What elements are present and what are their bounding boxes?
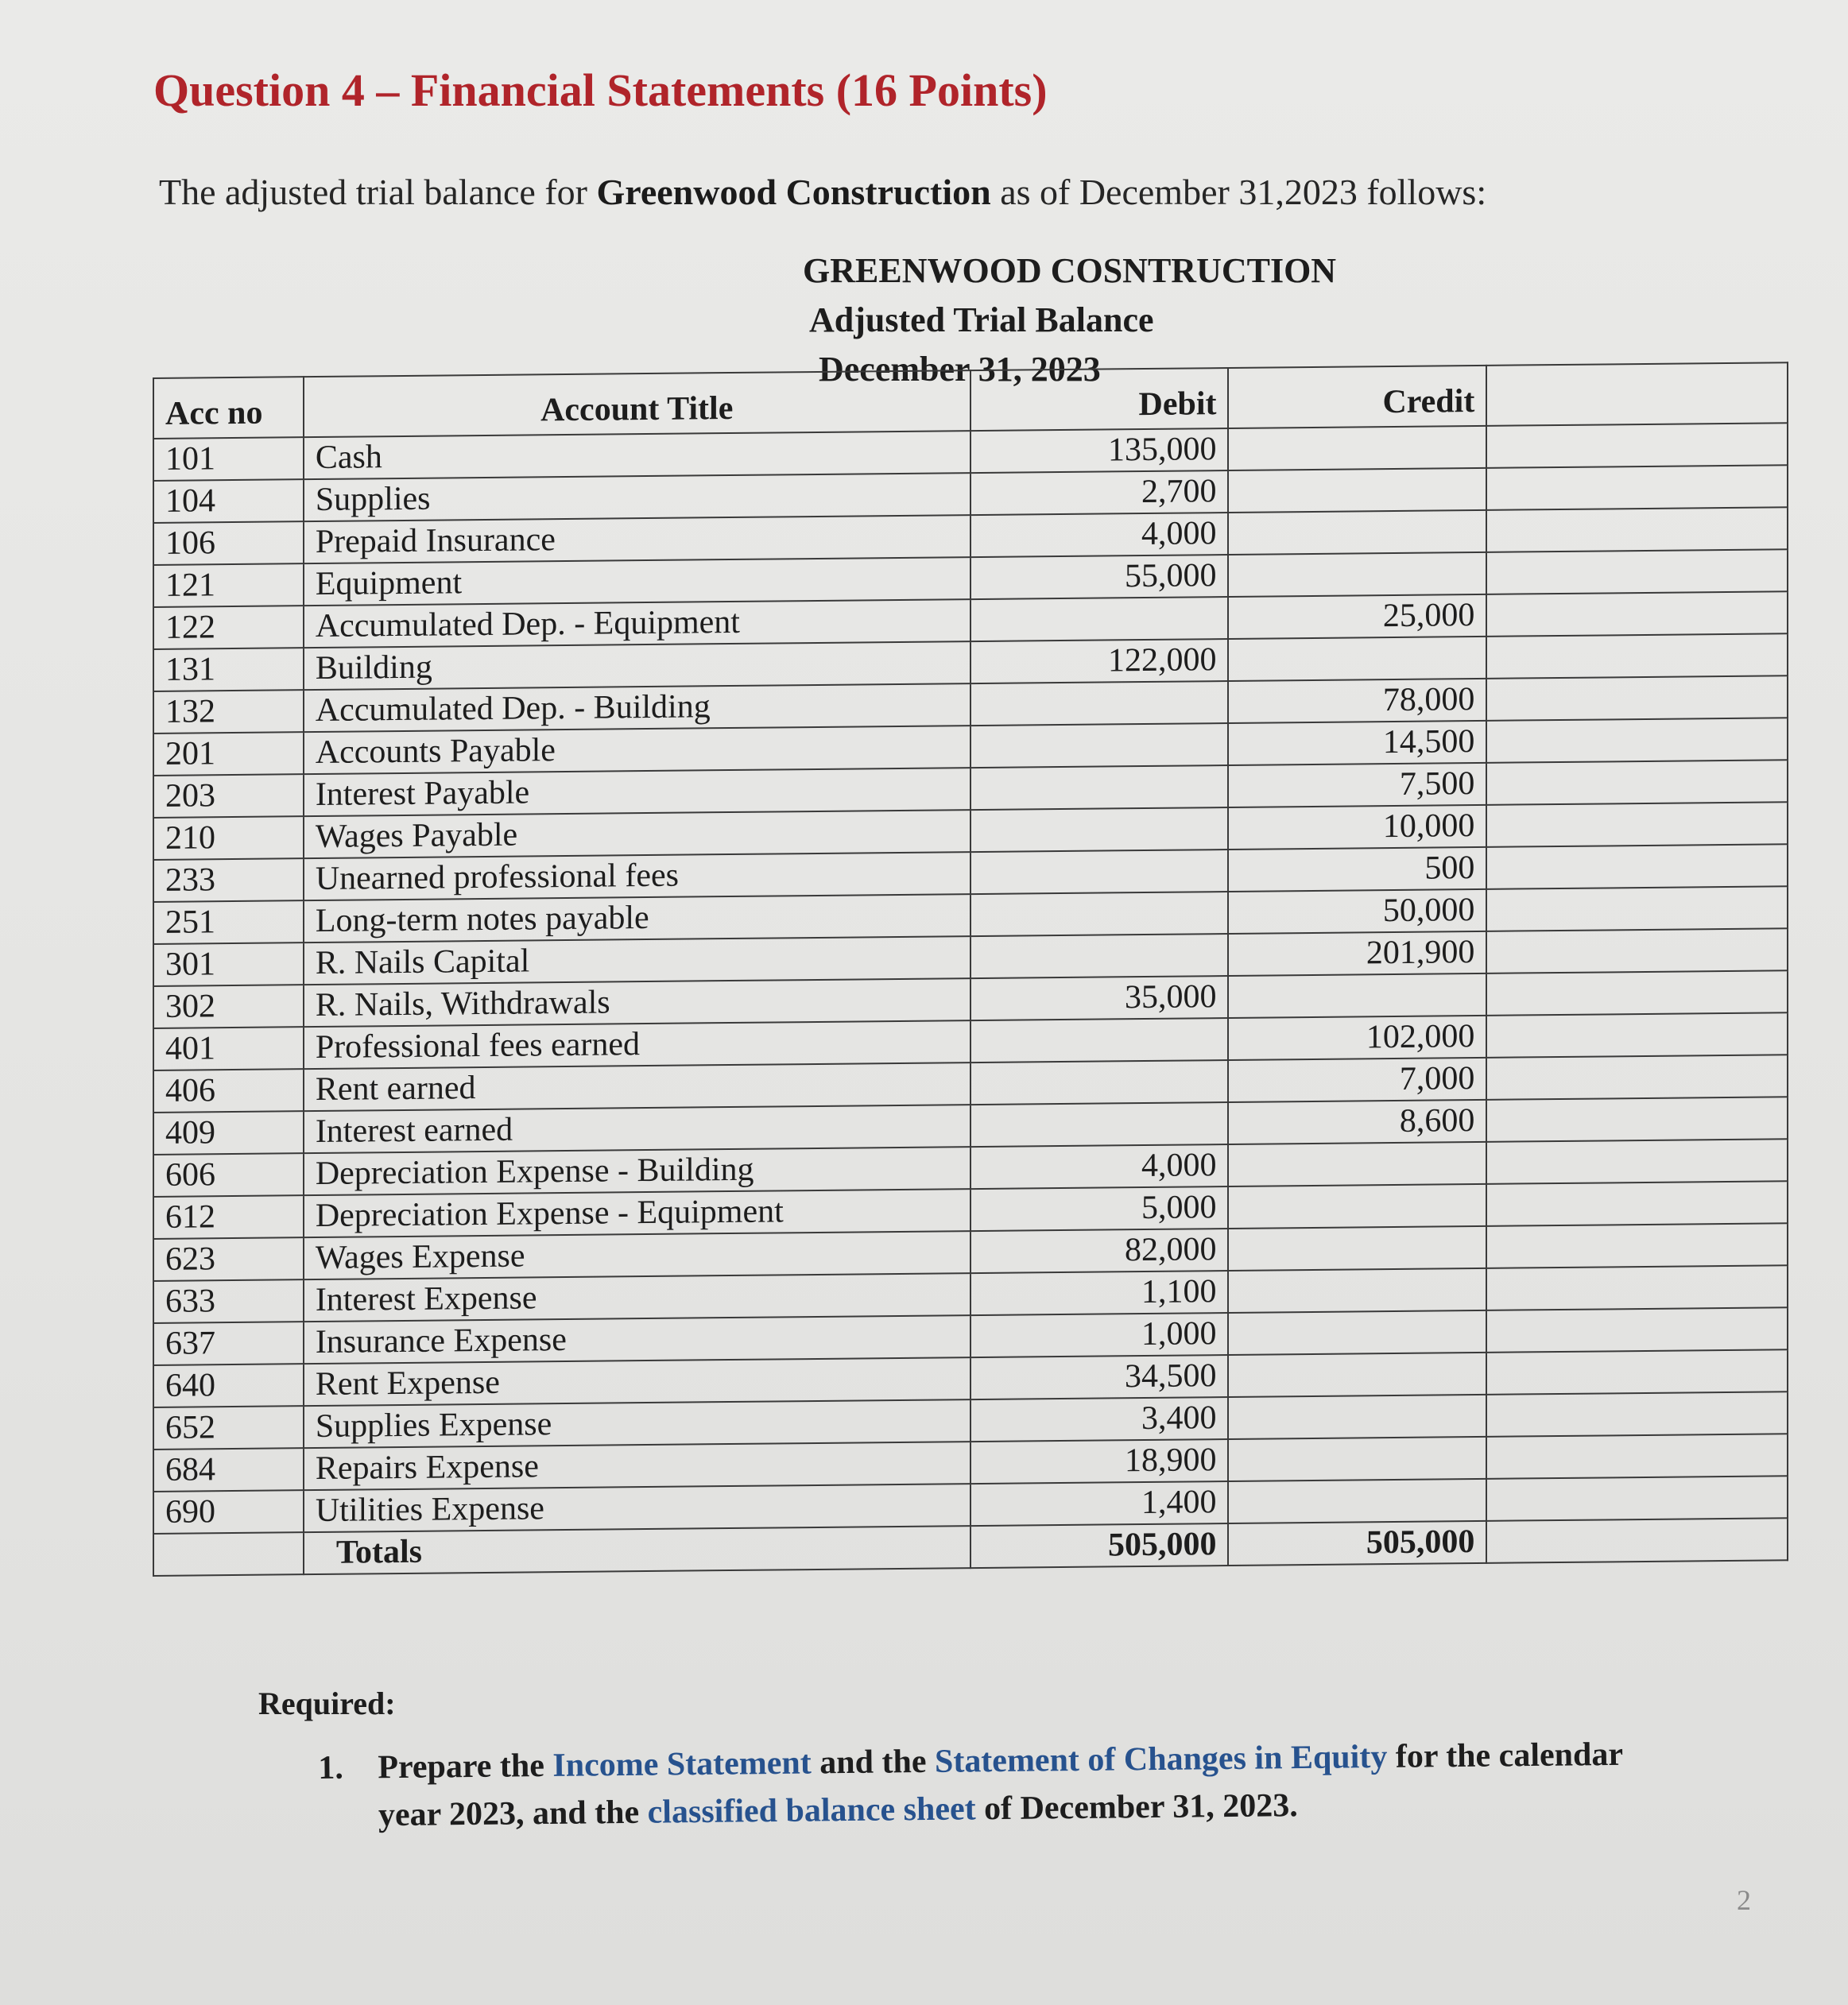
credit-cell: 201,900 [1228, 931, 1486, 976]
credit-cell: 25,000 [1228, 594, 1486, 639]
blank-cell [1486, 760, 1788, 805]
blank-cell [1486, 1349, 1788, 1395]
blank-cell [1486, 1181, 1788, 1226]
req-text-4: of December 31, 2023. [975, 1787, 1298, 1828]
heading-date: December 31, 2023 [819, 350, 1101, 389]
account-title-cell: Long-term notes payable [304, 894, 970, 943]
debit-cell: 34,500 [970, 1355, 1229, 1399]
intro-before: The adjusted trial balance for [159, 172, 597, 212]
acc-no-cell: 233 [153, 858, 304, 902]
credit-cell [1228, 637, 1486, 681]
credit-cell: 78,000 [1228, 679, 1486, 723]
debit-cell [970, 892, 1229, 936]
account-title-cell: Interest Payable [304, 768, 970, 816]
debit-cell: 1,400 [970, 1481, 1229, 1526]
required-item-text [318, 1730, 1670, 1840]
account-title-cell: Depreciation Expense - Building [304, 1147, 970, 1195]
blank-cell [1486, 1392, 1788, 1437]
account-title-cell: Repairs Expense [304, 1442, 970, 1490]
credit-cell [1228, 1226, 1486, 1271]
blank-cell [1486, 1476, 1788, 1521]
req-text-3: for the calendar year 2023, and the [378, 1736, 1623, 1834]
credit-cell [1228, 1479, 1486, 1523]
blank-cell [1486, 675, 1788, 721]
acc-no-cell: 690 [153, 1490, 304, 1534]
blank-cell [1486, 928, 1788, 973]
account-title-cell: Supplies Expense [304, 1399, 970, 1448]
blank-cell [1486, 1223, 1788, 1268]
account-title-cell: Interest Expense [304, 1273, 970, 1322]
acc-no-cell: 637 [153, 1322, 304, 1365]
acc-no-cell: 301 [153, 943, 304, 986]
credit-cell: 50,000 [1228, 889, 1486, 934]
blank-cell [1486, 1265, 1788, 1310]
blank-cell [1486, 886, 1788, 931]
debit-cell [970, 723, 1229, 768]
page-number: 2 [1737, 1884, 1751, 1916]
blank-cell [1486, 507, 1788, 552]
debit-cell [970, 765, 1229, 810]
debit-cell [970, 934, 1229, 978]
credit-cell [1228, 1395, 1486, 1439]
credit-cell: 8,600 [1228, 1100, 1486, 1144]
acc-no-cell: 203 [153, 774, 304, 818]
acc-no-cell: 684 [153, 1448, 304, 1492]
acc-no-cell: 302 [153, 985, 304, 1028]
totals-acc-cell [153, 1532, 304, 1576]
acc-no-cell: 106 [153, 521, 304, 565]
debit-cell [970, 807, 1229, 852]
account-title-cell: Utilities Expense [304, 1484, 970, 1532]
acc-no-cell: 251 [153, 900, 304, 944]
account-title-cell: Interest earned [304, 1105, 970, 1153]
header-blank [1486, 362, 1788, 426]
credit-cell: 500 [1228, 847, 1486, 892]
account-title-cell: Insurance Expense [304, 1315, 970, 1364]
debit-cell: 3,400 [970, 1397, 1229, 1442]
header-acc-no: Acc no [153, 377, 304, 439]
account-title-cell: Professional fees earned [304, 1020, 970, 1069]
acc-no-cell: 652 [153, 1406, 304, 1450]
acc-no-cell: 633 [153, 1279, 304, 1323]
blank-cell [1486, 1434, 1788, 1479]
credit-cell [1228, 510, 1486, 555]
totals-debit: 505,000 [970, 1523, 1229, 1568]
totals-label: Totals [304, 1526, 970, 1574]
debit-cell: 2,700 [970, 470, 1229, 515]
blank-cell [1486, 802, 1788, 847]
debit-cell: 4,000 [970, 513, 1229, 557]
blank-cell [1486, 718, 1788, 763]
req-link-equity-statement: Statement of Changes in Equity [934, 1738, 1388, 1780]
credit-cell [1228, 1437, 1486, 1481]
debit-cell: 5,000 [970, 1186, 1229, 1231]
debit-cell: 35,000 [970, 976, 1229, 1020]
header-debit: Debit [970, 368, 1229, 431]
blank-cell [1486, 591, 1788, 637]
account-title-cell: Accumulated Dep. - Equipment [304, 599, 970, 648]
account-title-cell: Rent Expense [304, 1357, 970, 1406]
intro-company: Greenwood Construction [596, 172, 991, 212]
debit-cell [970, 1102, 1229, 1147]
credit-cell [1228, 1142, 1486, 1186]
required-item [318, 1730, 1670, 1840]
acc-no-cell: 612 [153, 1195, 304, 1239]
req-link-income-statement: Income Statement [552, 1744, 812, 1784]
account-title-cell: Accounts Payable [304, 726, 970, 774]
account-title-cell: Supplies [304, 473, 970, 521]
intro-text [159, 171, 1486, 213]
credit-cell [1228, 426, 1486, 470]
debit-cell [970, 597, 1229, 641]
acc-no-cell: 122 [153, 606, 304, 649]
blank-cell [1486, 465, 1788, 510]
heading-company: GREENWOOD COSNTRUCTION [803, 251, 1337, 290]
credit-cell: 7,000 [1228, 1058, 1486, 1102]
blank-cell [1486, 1307, 1788, 1353]
debit-cell: 1,100 [970, 1271, 1229, 1315]
heading-statement: Adjusted Trial Balance [809, 300, 1154, 339]
account-title-cell: Wages Expense [304, 1231, 970, 1279]
blank-cell [1486, 423, 1788, 468]
credit-cell [1228, 1268, 1486, 1313]
account-title-cell: Cash [304, 431, 970, 479]
blank-cell [1486, 1097, 1788, 1142]
trial-balance-table [153, 362, 1788, 1577]
required-item-number: 1. [318, 1749, 344, 1786]
intro-after: as of December 31,2023 follows: [990, 172, 1487, 212]
acc-no-cell: 131 [153, 648, 304, 691]
header-account-title: Account Title [304, 370, 970, 437]
credit-cell [1228, 1353, 1486, 1397]
debit-cell: 122,000 [970, 639, 1229, 683]
account-title-cell: Unearned professional fees [304, 852, 970, 900]
credit-cell [1228, 973, 1486, 1018]
required-label: Required: [258, 1686, 396, 1721]
account-title-cell: Rent earned [304, 1062, 970, 1111]
credit-cell [1228, 1310, 1486, 1355]
acc-no-cell: 210 [153, 816, 304, 860]
account-title-cell: Prepaid Insurance [304, 515, 970, 563]
account-title-cell: R. Nails, Withdrawals [304, 978, 970, 1027]
blank-cell [1486, 633, 1788, 679]
blank-cell [1486, 970, 1788, 1016]
debit-cell [970, 850, 1229, 894]
debit-cell [970, 681, 1229, 726]
acc-no-cell: 606 [153, 1153, 304, 1197]
account-title-cell: R. Nails Capital [304, 936, 970, 985]
blank-cell [1486, 1055, 1788, 1100]
debit-cell [970, 1018, 1229, 1062]
account-title-cell: Wages Payable [304, 810, 970, 858]
blank-cell [1486, 1139, 1788, 1184]
acc-no-cell: 409 [153, 1111, 304, 1155]
req-link-balance-sheet: classified balance sheet [647, 1790, 976, 1831]
acc-no-cell: 640 [153, 1364, 304, 1407]
credit-cell [1228, 552, 1486, 597]
acc-no-cell: 132 [153, 690, 304, 733]
question-title: Question 4 – Financial Statements (16 Points) [153, 64, 1048, 116]
account-title-cell: Depreciation Expense - Equipment [304, 1189, 970, 1237]
debit-cell: 82,000 [970, 1229, 1229, 1273]
totals-blank-cell [1486, 1518, 1788, 1563]
account-title-cell: Building [304, 641, 970, 690]
req-text-2: and the [811, 1743, 936, 1782]
credit-cell [1228, 1184, 1486, 1229]
debit-cell: 18,900 [970, 1439, 1229, 1484]
acc-no-cell: 406 [153, 1069, 304, 1113]
debit-cell: 1,000 [970, 1313, 1229, 1357]
debit-cell [970, 1060, 1229, 1105]
account-title-cell: Equipment [304, 557, 970, 606]
account-title-cell: Accumulated Dep. - Building [304, 683, 970, 732]
acc-no-cell: 101 [153, 437, 304, 481]
credit-cell: 102,000 [1228, 1016, 1486, 1060]
credit-cell: 7,500 [1228, 763, 1486, 807]
acc-no-cell: 201 [153, 732, 304, 776]
credit-cell: 14,500 [1228, 721, 1486, 765]
blank-cell [1486, 1012, 1788, 1058]
blank-cell [1486, 844, 1788, 889]
totals-credit: 505,000 [1228, 1521, 1486, 1566]
blank-cell [1486, 549, 1788, 594]
acc-no-cell: 121 [153, 563, 304, 607]
acc-no-cell: 401 [153, 1027, 304, 1070]
credit-cell [1228, 468, 1486, 513]
credit-cell: 10,000 [1228, 805, 1486, 850]
acc-no-cell: 623 [153, 1237, 304, 1281]
acc-no-cell: 104 [153, 479, 304, 523]
debit-cell: 4,000 [970, 1144, 1229, 1189]
debit-cell: 55,000 [970, 555, 1229, 599]
req-text-1: Prepare the [378, 1747, 553, 1786]
header-credit: Credit [1228, 366, 1486, 428]
debit-cell: 135,000 [970, 428, 1229, 473]
table-body [153, 423, 1788, 1576]
